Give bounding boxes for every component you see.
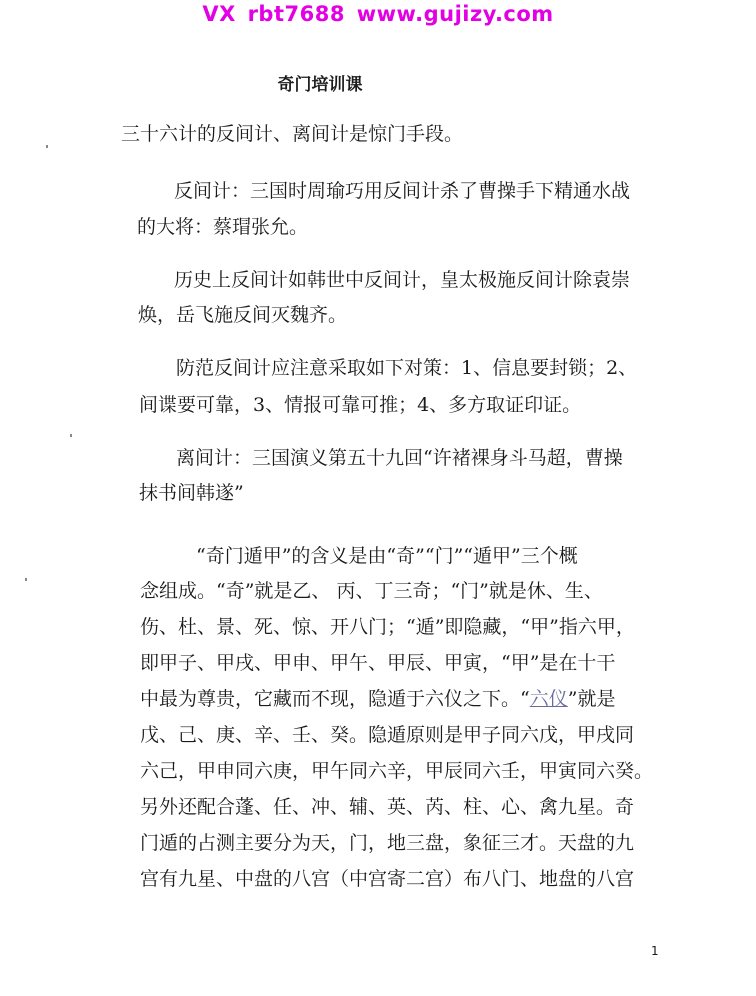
text-line: 宫有九星、中盘的八宫（中宫寄二宫）布八门、地盘的八宫 <box>140 868 635 890</box>
text-line: 历史上反间计如韩世中反间计，皇太极施反间计除袁崇 <box>174 269 631 291</box>
text-line: 即甲子、甲戌、甲申、甲午、甲辰、甲寅，“甲”是在十干 <box>140 652 616 674</box>
text-line: 伤、杜、景、死、惊、开八门；“遁”即隐藏，“甲”指六甲， <box>140 616 635 638</box>
text-line: 另外还配合蓬、任、冲、辅、英、芮、柱、心、禽九星。奇 <box>140 796 635 818</box>
scan-speck <box>25 578 27 581</box>
text-segment: 中最为尊贵，它藏而不现，隐遁于六仪之下。“ <box>140 688 530 710</box>
text-segment: ”就是 <box>567 688 616 710</box>
page-number: 1 <box>651 944 659 958</box>
text-line: 戊、己、庚、辛、壬、癸。隐遁原则是甲子同六戊，甲戌同 <box>140 724 635 746</box>
page-title: 奇门培训课 <box>277 75 363 95</box>
text-line: 反间计：三国时周瑜巧用反间计杀了曹操手下精通水战 <box>174 180 631 202</box>
text-line <box>140 686 615 712</box>
watermark-text: VX rbt7688 www.gujizy.com <box>202 2 554 26</box>
text-line: 门遁的占测主要分为天，门，地三盘，象征三才。天盘的九 <box>140 832 635 854</box>
text-line: 六己，甲申同六庚，甲午同六辛，甲辰同六壬，甲寅同六癸。 <box>140 760 654 782</box>
text-line: 焕，岳飞施反间灭魏齐。 <box>138 304 348 326</box>
text-line: 离间计：三国演义第五十九回“许褚裸身斗马超，曹操 <box>176 447 623 469</box>
text-line: 抹书间韩遂” <box>139 482 244 504</box>
text-line: 的大将：蔡瑁张允。 <box>137 216 309 238</box>
text-line: “奇门遁甲”的含义是由“奇”“门”“遁甲”三个概 <box>196 545 578 567</box>
text-line: 间谍要可靠，3、情报可靠可推；4、多方取证印证。 <box>139 394 582 416</box>
text-line: 防范反间计应注意采取如下对策：1、信息要封锁；2、 <box>176 357 638 379</box>
text-line: 三十六计的反间计、离间计是惊门手段。 <box>121 123 464 145</box>
scan-speck <box>46 145 48 148</box>
scan-speck <box>70 434 72 437</box>
underlined-term: 六仪 <box>529 688 568 710</box>
text-line: 念组成。“奇”就是乙、 丙、丁三奇；“门”就是休、生、 <box>140 580 603 602</box>
